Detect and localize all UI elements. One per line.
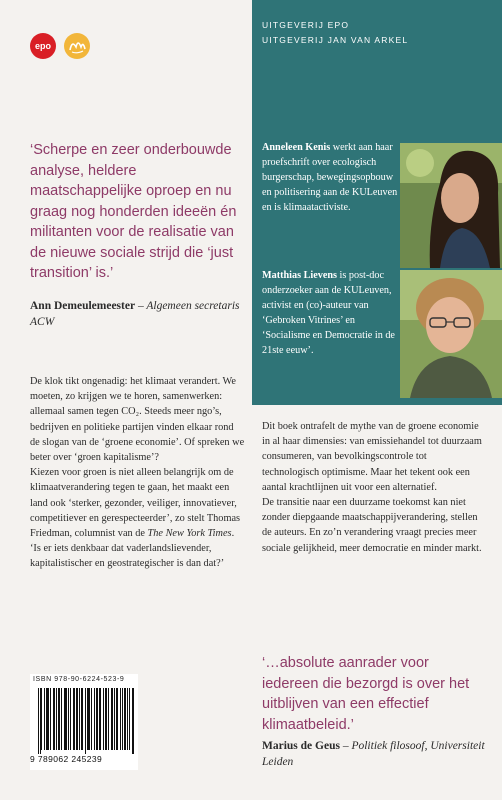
barcode-bar [96,688,97,750]
barcode-bar [53,688,54,750]
barcode-bar [94,688,95,750]
top-quote-author: Ann Demeulemeester [30,300,136,312]
barcode-bar [91,688,92,750]
epo-logo: epo [30,33,56,59]
barcode-bar [54,688,55,750]
description-left-p2-b: . ‘Is er iets denkbaar dat vaderlandslievender, kapitalistischer en geostrategischer is dan dat?’ [30,528,235,570]
author-bio-lievens [262,268,402,358]
barcode [30,674,138,770]
barcode-bar [74,688,75,750]
barcode-bar [47,688,48,750]
barcode-bar [111,688,112,750]
barcode-bar [38,688,39,754]
description-right-p1: Dit boek ontrafelt de mythe van de groene economie in al haar dimensies: van emissiehandel tot duurzaam consumeren, van bevolkingscontrole tot technologisch optimisme. Maar het tekent ook een aantal krachtlijnen uit voor een alternatief. [262,421,482,493]
publisher-block [262,18,408,48]
barcode-bar [122,688,123,750]
barcode-bar [125,688,126,750]
publisher-line-2: UITGEVERIJ JAN VAN ARKEL [262,35,409,45]
barcode-bar [127,688,128,750]
barcode-bar [73,688,74,750]
author-photo-lievens [400,270,502,398]
author-text-kenis: werkt aan haar proefschrift over ecologisch burgerschap, bewegingsopbouw en politisering aan de KULeuven en is klimaatactiviste. [262,142,398,213]
barcode-bar [106,688,107,750]
barcode-bar [68,688,69,750]
barcode-bar [59,688,60,750]
bottom-quote-author: Marius de Geus [262,740,340,752]
barcode-bars [38,688,134,754]
author-name-lievens: Matthias Lievens [262,270,337,281]
barcode-bar [64,688,65,750]
barcode-bar [65,688,66,750]
barcode-bar [129,688,130,750]
barcode-bar [117,688,118,750]
barcode-bar [76,688,77,750]
barcode-bar [77,688,78,750]
barcode-bar [114,688,115,750]
barcode-bar [87,688,88,750]
jva-monogram-icon [66,35,88,57]
barcode-bar [40,688,41,754]
barcode-bar [61,688,62,750]
barcode-bar [97,688,98,750]
top-quote-role: – Algemeen secretaris ACW [30,300,240,328]
barcode-bar [81,688,82,750]
description-left [30,374,245,572]
bottom-quote-attribution [262,738,487,770]
author-text-lievens: is post-doc onderzoeker aan de KULeuven, activist en (co)-auteur van ‘Gebroken Vitrines’ en ‘Socialisme en Democratie in de 21ste eeuw’. [262,270,395,356]
description-left-p2-title: The New York Times [147,528,232,540]
top-quote: ‘Scherpe en zeer onderbouwde analyse, heldere maatschappelijke oproep en nu graag nog honderden ideeën én militanten voor de realisatie van de nieuwe sociale strijd die ‘just transition’ is.’ [30,142,237,281]
bottom-quote: ‘…absolute aanrader voor iedereen die bezorgd is over het uitblijven van een effectief klimaatbeleid.’ [262,655,470,733]
barcode-bar [79,688,80,750]
barcode-bar [46,688,47,750]
barcode-bar [70,688,71,750]
barcode-bar [108,688,109,750]
barcode-bar [50,688,51,750]
description-left-p2 [30,465,245,571]
barcode-bar [89,688,90,750]
jan-van-arkel-logo [64,33,90,59]
barcode-bar [88,688,89,750]
barcode-bar [99,688,100,750]
publisher-logos [30,33,90,59]
publisher-line-1: UITGEVERIJ EPO [262,20,350,30]
description-right [262,419,484,556]
barcode-bar [120,688,121,750]
barcode-bar [112,688,113,750]
barcode-bar [58,688,59,750]
barcode-bar [44,688,45,750]
barcode-bar [124,688,125,750]
barcode-bar [41,688,42,750]
barcode-bar [48,688,49,750]
barcode-bar [103,688,104,750]
description-left-p2-a: Kiezen voor groen is niet alleen belangrijk om de klimaatverandering tegen te gaan, het maakt een land ook ‘sterker, gezonder, veiliger, innovatiever, competitiever en gerespecteerder’, zo stelt Thomas Friedman, columnist van de [30,467,241,540]
barcode-bar [100,688,101,750]
barcode-bar [85,688,86,754]
barcode-digits: 9 789062 245239 [30,754,103,764]
barcode-bar [116,688,117,750]
barcode-bar [105,688,106,750]
author-name-kenis: Anneleen Kenis [262,142,331,153]
barcode-bar [82,688,83,750]
barcode-bar [66,688,67,750]
author-photo-kenis [400,143,502,268]
description-right-p2: De transitie naar een duurzame toekomst kan niet zonder diepgaande maatschappijverandering, stellen de auteurs. En zo’n verandering vraagt precies meer sociale gelijkheid, meer democratie en minder markt. [262,497,482,554]
barcode-bar [132,688,133,754]
barcode-bar [133,688,134,754]
description-left-p1: De klok tikt ongenadig: het klimaat verandert. We moeten, zo krijgen we te horen, samenwerken: allemaal samen tegen CO₂. Steeds meer ngo’s, bedrijven en politieke partijen vinden elkaar rond de slogan van de ‘groene economie’. Of spreken we beter over ‘groen kapitalisme’? [30,376,245,464]
top-quote-attribution [30,298,245,330]
author-bio-kenis [262,140,402,215]
bottom-quote-role: – Politiek filosoof, Universiteit Leiden [262,740,485,768]
isbn-label: ISBN 978-90-6224-523-9 [33,676,125,683]
barcode-bar [56,688,57,750]
